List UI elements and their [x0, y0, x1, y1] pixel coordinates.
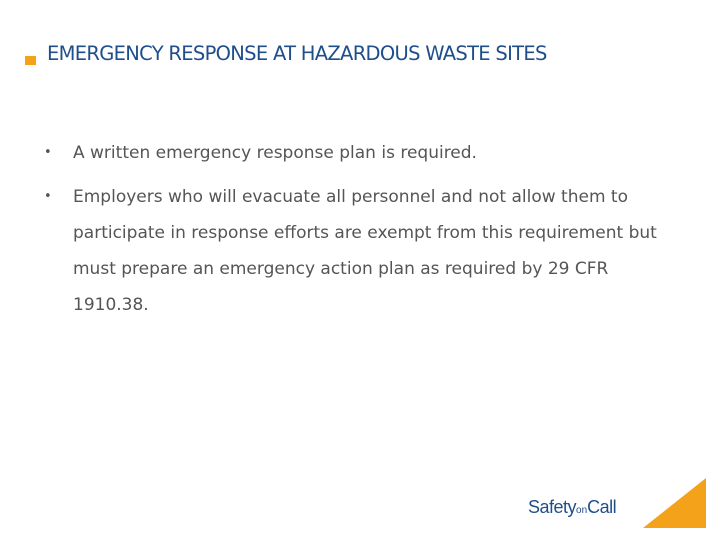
bullet-text: A written emergency response plan is required. [73, 143, 477, 163]
bullet-list [44, 135, 684, 331]
safety-on-call-logo [528, 497, 616, 518]
corner-triangle-decoration [643, 478, 706, 528]
logo-text-call: Call [587, 497, 617, 517]
bullet-marker: • [44, 145, 52, 160]
logo-text-safety: Safety [528, 497, 577, 517]
bullet-item [44, 179, 684, 323]
bullet-item [44, 135, 684, 171]
slide-title: EMERGENCY RESPONSE AT HAZARDOUS WASTE SITES [47, 42, 547, 65]
logo-text-on: on [576, 505, 588, 516]
bullet-marker: • [44, 189, 52, 204]
bullet-text: Employers who will evacuate all personnel and not allow them to participate in response efforts are exempt from this requirement but must prepare an emergency action plan as required by 29 CFR 1910.38. [73, 187, 657, 315]
title-marker [25, 56, 36, 65]
